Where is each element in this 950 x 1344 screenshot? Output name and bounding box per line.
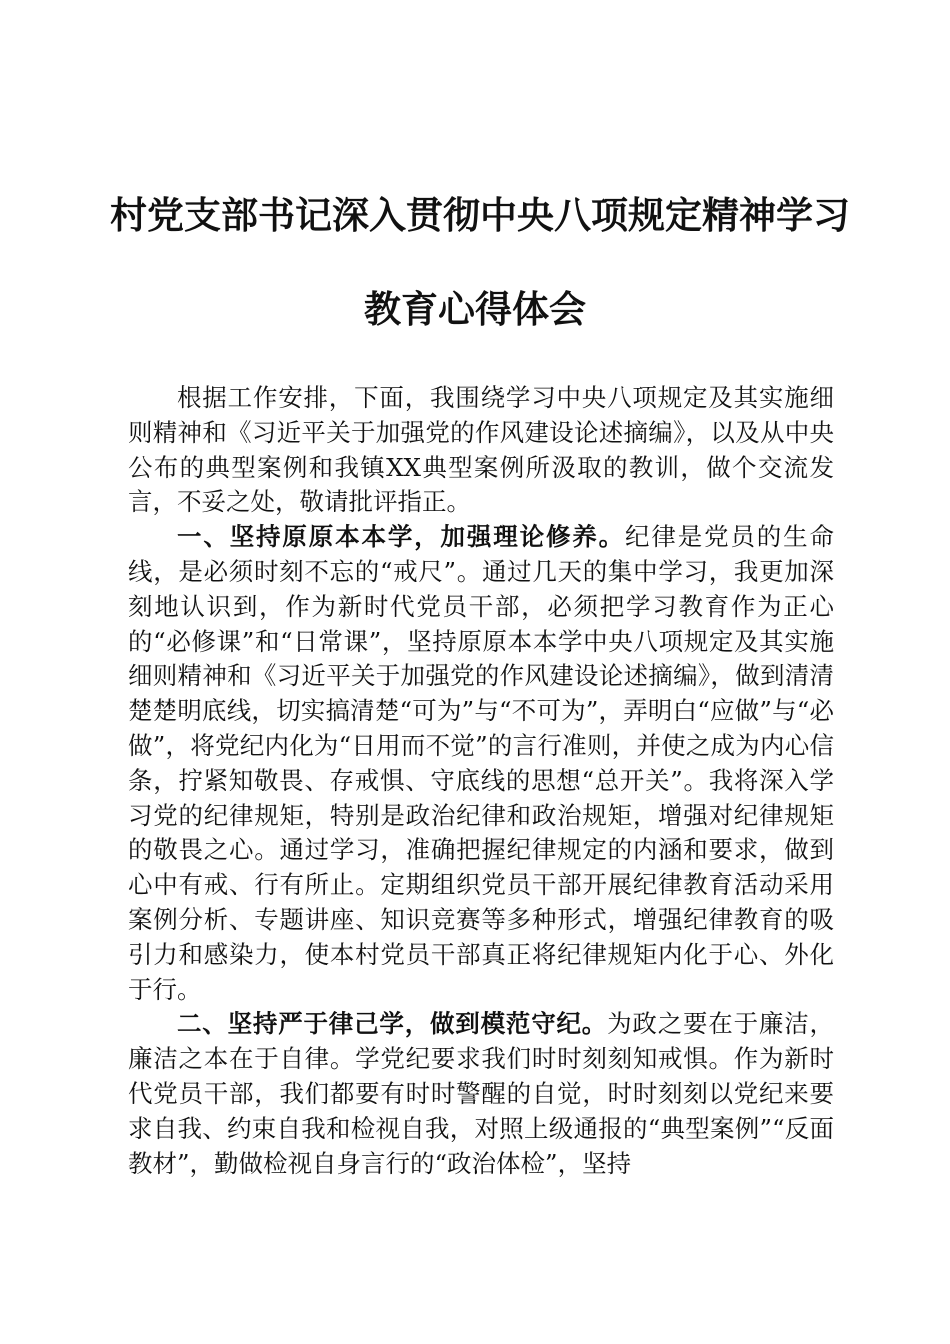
section-heading: 一、坚持原原本本学，加强理论修养。 [177, 522, 626, 552]
paragraph-text: 为政之要在于廉洁，廉洁之本在于自律。学党纪要求我们时时刻刻知戒惧。作为新时代党员干部，我们都要有时时警醒的自觉，时时刻刻以党纪来要求自我、约束自我和检视自我，对照上级通报的“典型案例”“反面教材”，勤做检视自身言行的“政治体检”，坚持 [128, 1009, 835, 1178]
section-heading: 二、坚持严于律己学，做到模范守纪。 [177, 1009, 608, 1039]
paragraph-text: 根据工作安排，下面，我围绕学习中央八项规定及其实施细则精神和《习近平关于加强党的作风建设论述摘编》，以及从中央公布的典型案例和我镇XX典型案例所汲取的教训，做个交流发言，不妥之处，敬请批评指正。 [128, 383, 834, 517]
paragraph-section-2 [128, 1007, 834, 1181]
document-title-line1: 村党支部书记深入贯彻中央八项规定精神学习 [110, 193, 850, 237]
paragraph-text: 纪律是党员的生命线，是必须时刻不忘的“戒尺”。通过几天的集中学习，我更加深刻地认识到，作为新时代党员干部，必须把学习教育作为正心的“必修课”和“日常课”，坚持原原本本学中央八项规定及其实施细则精神和《习近平关于加强党的作风建设论述摘编》，做到清清楚楚明底线，切实搞清楚“可为”与“不可为”，弄明白“应做”与“必做”，将党纪内化为“日用而不觉”的言行准则，并使之成为内心信条，拧紧知敬畏、存戒惧、守底线的思想“总开关”。我将深入学习党的纪律规矩，特别是政治纪律和政治规矩，增强对纪律规矩的敬畏之心。通过学习，准确把握纪律规定的内涵和要求，做到心中有戒、行有所止。定期组织党员干部开展纪律教育活动采用案例分析、专题讲座、知识竞赛等多种形式，增强纪律教育的吸引力和感染力，使本村党员干部真正将纪律规矩内化于心、外化于行。 [128, 522, 835, 1004]
paragraph-intro [128, 381, 834, 520]
paragraph-section-1 [128, 520, 834, 1007]
document-body [128, 381, 834, 1181]
document-title-line2: 教育心得体会 [364, 287, 586, 331]
